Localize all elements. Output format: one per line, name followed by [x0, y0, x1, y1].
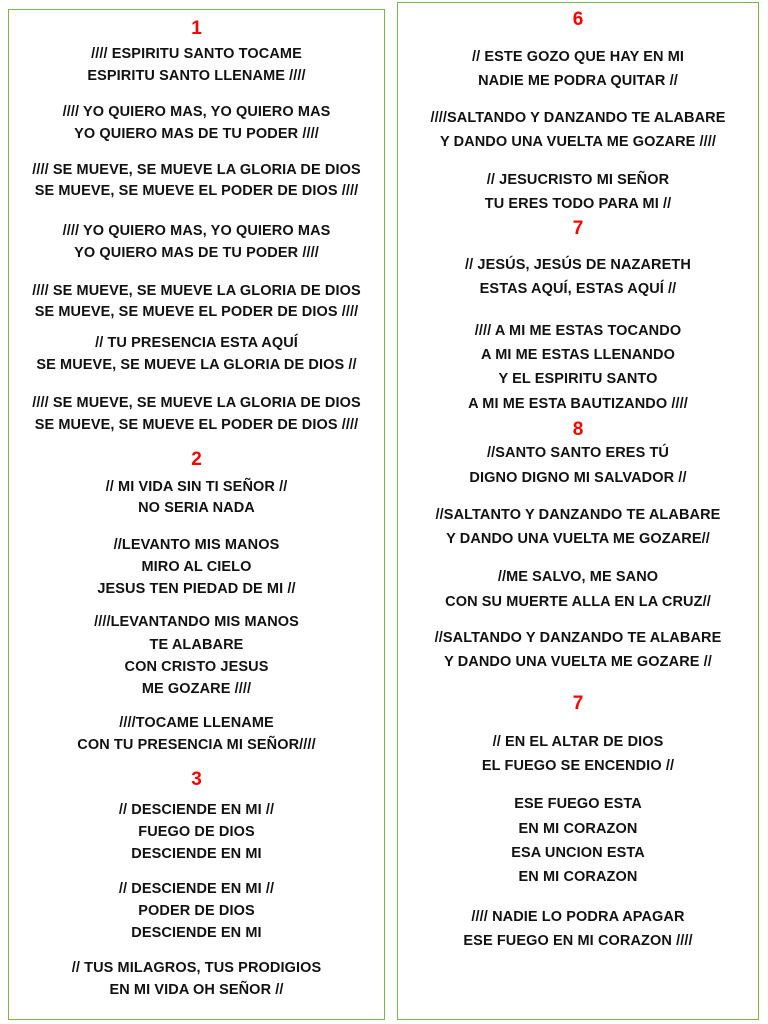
lyric-line: EN MI CORAZON	[518, 869, 638, 885]
lyric-line: ////SALTANDO Y DANZANDO TE ALABARE	[430, 110, 726, 126]
lyric-line: ME GOZARE ////	[141, 681, 252, 697]
lyric-line: FUEGO DE DIOS	[138, 824, 255, 840]
lyric-line: //SALTANTO Y DANZANDO TE ALABARE	[435, 507, 721, 523]
lyric-line: ESTAS AQUÍ, ESTAS AQUÍ //	[479, 281, 677, 297]
lyric-line: PODER DE DIOS	[138, 903, 255, 919]
lyric-line: ESE FUEGO ESTA	[514, 796, 642, 812]
lyric-line: //// SE MUEVE, SE MUEVE LA GLORIA DE DIOS	[32, 283, 361, 299]
lyric-line: // MI VIDA SIN TI SEÑOR //	[105, 479, 288, 495]
lyric-line: Y DANDO UNA VUELTA ME GOZARE //	[444, 654, 712, 670]
lyric-line: // JESUCRISTO MI SEÑOR	[486, 172, 670, 188]
lyric-line: EN MI VIDA OH SEÑOR //	[109, 982, 284, 998]
lyric-line: TU ERES TODO PARA MI //	[484, 196, 672, 212]
lyric-line: A MI ME ESTAS LLENANDO	[481, 347, 675, 363]
lyric-line: //// SE MUEVE, SE MUEVE LA GLORIA DE DIOS	[32, 395, 361, 411]
lyric-line: //SANTO SANTO ERES TÚ	[486, 445, 670, 461]
lyric-line: CON SU MUERTE ALLA EN LA CRUZ//	[445, 594, 711, 610]
lyric-line: // TUS MILAGROS, TUS PRODIGIOS	[71, 960, 322, 976]
song-number-right-0: 6	[572, 9, 584, 30]
lyric-line: //// A MI ME ESTAS TOCANDO	[474, 323, 682, 339]
lyric-line: YO QUIERO MAS DE TU PODER ////	[74, 245, 319, 261]
lyric-line: // ESTE GOZO QUE HAY EN MI	[471, 49, 685, 65]
lyrics-panel-left	[8, 9, 385, 1020]
lyric-line: SE MUEVE, SE MUEVE EL PODER DE DIOS ////	[34, 304, 359, 320]
lyric-line: // DESCIENDE EN MI //	[118, 881, 275, 897]
lyric-line: ////TOCAME LLENAME	[119, 715, 274, 731]
lyric-line: EN MI CORAZON	[518, 821, 638, 837]
lyric-line: JESUS TEN PIEDAD DE MI //	[97, 581, 296, 597]
lyric-line: ESE FUEGO EN MI CORAZON ////	[463, 933, 693, 949]
lyric-line: NO SERIA NADA	[138, 500, 255, 516]
lyric-line: Y DANDO UNA VUELTA ME GOZARE ////	[439, 134, 717, 150]
lyric-line: SE MUEVE, SE MUEVE LA GLORIA DE DIOS //	[36, 357, 357, 373]
lyric-line: ESPIRITU SANTO LLENAME ////	[87, 68, 306, 84]
lyric-line: //// SE MUEVE, SE MUEVE LA GLORIA DE DIOS	[32, 162, 361, 178]
lyric-line: //// NADIE LO PODRA APAGAR	[471, 909, 685, 925]
lyric-line: A MI ME ESTA BAUTIZANDO ////	[468, 396, 688, 412]
lyric-line: //SALTANDO Y DANZANDO TE ALABARE	[434, 630, 722, 646]
lyric-line: DIGNO DIGNO MI SALVADOR //	[469, 470, 687, 486]
lyric-line: YO QUIERO MAS DE TU PODER ////	[74, 126, 319, 142]
lyric-line: CON CRISTO JESUS	[124, 659, 269, 675]
lyric-line: // DESCIENDE EN MI //	[118, 802, 275, 818]
song-number-right-2: 8	[572, 419, 584, 440]
lyric-line: //ME SALVO, ME SANO	[497, 569, 659, 585]
lyric-line: //// YO QUIERO MAS, YO QUIERO MAS	[62, 223, 331, 239]
lyric-line: TE ALABARE	[149, 637, 244, 653]
lyric-line: // JESÚS, JESÚS DE NAZARETH	[465, 257, 691, 273]
song-number-left-0: 1	[191, 18, 202, 39]
lyric-line: NADIE ME PODRA QUITAR //	[478, 73, 678, 89]
lyric-line: //// YO QUIERO MAS, YO QUIERO MAS	[62, 104, 331, 120]
lyric-line: SE MUEVE, SE MUEVE EL PODER DE DIOS ////	[34, 417, 359, 433]
lyric-line: MIRO AL CIELO	[141, 559, 252, 575]
lyric-line: EL FUEGO SE ENCENDIO //	[481, 758, 675, 774]
lyric-line: DESCIENDE EN MI	[131, 925, 262, 941]
song-number-right-3: 7	[572, 693, 584, 714]
song-number-left-1: 2	[191, 449, 202, 470]
song-number-right-1: 7	[572, 218, 584, 239]
lyric-line: //LEVANTO MIS MANOS	[113, 537, 280, 553]
lyric-line: SE MUEVE, SE MUEVE EL PODER DE DIOS ////	[34, 183, 359, 199]
lyric-line: ////LEVANTANDO MIS MANOS	[94, 614, 299, 630]
lyrics-panel-right	[397, 2, 759, 1020]
lyric-line: // EN EL ALTAR DE DIOS	[492, 734, 664, 750]
lyric-line: Y DANDO UNA VUELTA ME GOZARE//	[446, 531, 710, 547]
lyric-line: // TU PRESENCIA ESTA AQUÍ	[95, 335, 298, 351]
lyric-line: CON TU PRESENCIA MI SEÑOR////	[77, 737, 316, 753]
lyric-line: Y EL ESPIRITU SANTO	[498, 371, 658, 387]
lyric-line: //// ESPIRITU SANTO TOCAME	[91, 46, 302, 62]
lyric-line: DESCIENDE EN MI	[131, 846, 262, 862]
lyric-line: ESA UNCION ESTA	[511, 845, 645, 861]
song-number-left-2: 3	[191, 769, 202, 790]
